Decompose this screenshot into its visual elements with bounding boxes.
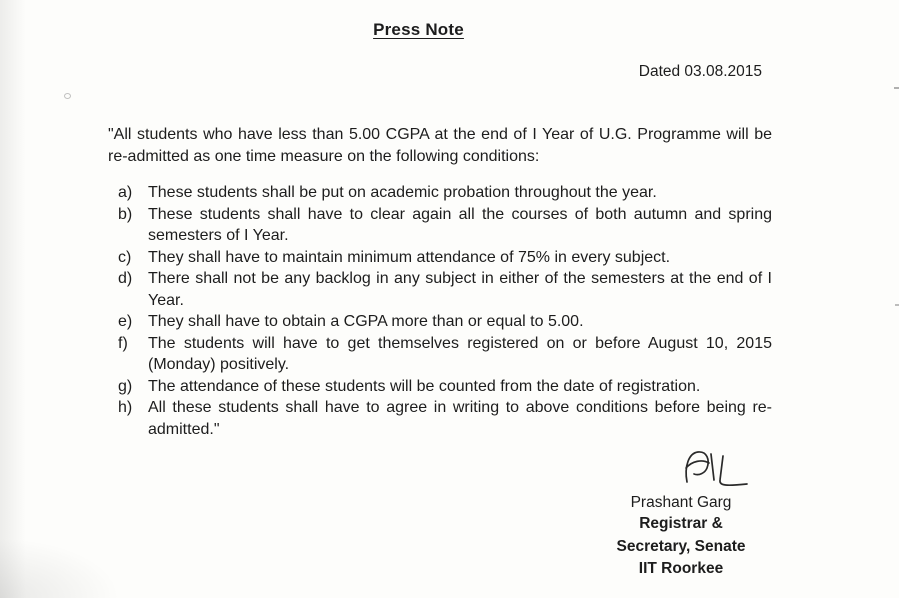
condition-label: e)	[118, 313, 133, 330]
condition-label: g)	[118, 377, 133, 395]
signatory-organization: IIT Roorkee	[638, 560, 724, 577]
signatory-designation-1: Registrar &	[639, 515, 723, 532]
condition-label: h)	[118, 399, 133, 416]
condition-text: The students will have to get themselves registered on or before August 10, 2015 (Monday) positively.	[148, 334, 772, 373]
signature-block	[581, 446, 781, 581]
conditions-list	[108, 182, 772, 440]
condition-text: These students shall have to clear again all the courses of both autumn and spring semesters of I Year.	[148, 205, 772, 244]
condition-text: All these students shall have to agree in writing to above conditions before being re-admitted."	[148, 399, 772, 438]
scan-speck-1	[64, 93, 71, 99]
scan-speck-3	[895, 304, 899, 306]
condition-text: There shall not be any backlog in any subject in either of the semesters at the end of I Year.	[148, 270, 772, 309]
condition-text: These students shall be put on academic probation throughout the year.	[148, 184, 657, 201]
condition-label: a)	[118, 184, 133, 201]
signatory-designation-2: Secretary, Senate	[616, 537, 746, 555]
document-body	[108, 124, 772, 440]
scan-speck-2	[894, 87, 899, 89]
condition-text: They shall have to maintain minimum attendance of 75% in every subject.	[148, 248, 671, 266]
page-title-text: Press Note	[373, 20, 464, 39]
intro-paragraph: "All students who have less than 5.00 CGPA at the end of I Year of U.G. Programme will be re-admitted as one time measure on the following conditions:	[108, 126, 772, 165]
handwritten-signature	[675, 446, 767, 492]
condition-text: They shall have to obtain a CGPA more than or equal to 5.00.	[148, 313, 584, 330]
condition-item	[108, 376, 772, 398]
condition-label: c)	[118, 248, 132, 266]
condition-item	[108, 397, 772, 440]
dated-line: Dated 03.08.2015	[638, 63, 762, 80]
condition-item	[108, 333, 772, 376]
condition-text: The attendance of these students will be counted from the date of registration.	[148, 377, 701, 395]
condition-label: f)	[118, 334, 128, 352]
condition-item	[108, 311, 772, 333]
condition-item	[108, 247, 772, 269]
condition-label: d)	[118, 270, 133, 287]
condition-label: b)	[118, 205, 133, 223]
page-title	[0, 20, 837, 40]
signatory-name: Prashant Garg	[630, 494, 732, 511]
condition-item	[108, 268, 772, 311]
condition-item	[108, 182, 772, 204]
condition-item	[108, 204, 772, 247]
